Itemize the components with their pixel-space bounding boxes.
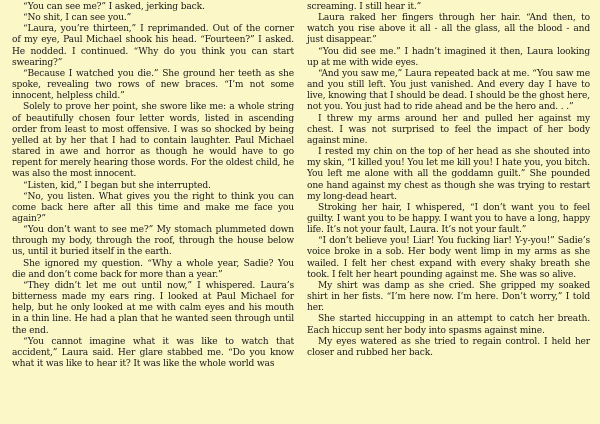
- paragraph: “Listen, kid,” I began but she interrupted.: [23, 180, 211, 191]
- right-page: [307, 2, 590, 359]
- paragraph: She ignored my question. “Why a whole year, Sadie? You die and don’t come back for more than a year.”: [12, 258, 294, 280]
- paragraph: “You don’t want to see me?” My stomach plummeted down through my body, through the roof, through the house below us, until it buried itself in the earth.: [12, 225, 294, 258]
- paragraph: “And you saw me,” Laura repeated back at me. “You saw me and you still left. You just vanished. And every day I have to live, knowing that I should be dead. I should be the ghost here, not you. You just had to ride ahead and be the hero and. . .”: [307, 68, 590, 113]
- paragraph: My shirt was damp as she cried. She gripped my soaked shirt in her fists. “I’m here now. I’m here. Don’t worry,” I told her.: [307, 280, 590, 314]
- paragraph: “They didn’t let me out until now,” I whispered. Laura’s bitterness made my ears ring. I looked at Paul Michael for help, but he only looked at me with calm eyes and his mouth in a thin line. He had a plan that he wanted seen through until the end.: [12, 280, 294, 336]
- paragraph-continuation: screaming. I still hear it.”: [307, 2, 422, 12]
- paragraph: Stroking her hair, I whispered, “I don’t want you to feel guilty. I want you to be happy. I want you to have a long, happy life. It’s not your fault, Laura. It’s not your fault.”: [307, 202, 590, 236]
- paragraph: “You cannot imagine what it was like to watch that accident,” Laura said. Her glare stabbed me. “Do you know what it was like to hear it? It was like the whole world was: [12, 336, 294, 369]
- paragraph: Solely to prove her point, she swore like me: a whole string of beautifully chosen four letter words, listed in ascending order from least to most offensive. I was so shocked by being yelled at by her that I had to contain laughter. Paul Michael stared in awe and horror as though he would have to go repent for merely hearing those words. For the oldest child, he was also the most innocent.: [12, 102, 294, 180]
- paragraph: “Laura, you’re thirteen,” I reprimanded. Out of the corner of my eye, Paul Michael shook his head. “Fourteen?” I asked. He nodded. I continued. “Why do you think you can start swearing?”: [12, 24, 294, 68]
- paragraph: “No, you listen. What gives you the right to think you can come back here after all this time and make me face you again?”: [12, 191, 294, 224]
- paragraph: She started hiccupping in an attempt to catch her breath. Each hiccup sent her body into spasms against mine.: [307, 314, 590, 336]
- paragraph: I threw my arms around her and pulled her against my chest. I was not surprised to feel the impact of her body against mine.: [307, 113, 590, 146]
- paragraph: My eyes watered as she tried to regain control. I held her closer and rubbed her back.: [307, 336, 590, 358]
- paragraph: I rested my chin on the top of her head as she shouted into my skin, “I killed you! You let me kill you! I hate you, you bitch. You left me alone with all the goddamn guilt.” She pounded one hand against my chest as though she was trying to restart my long-dead heart.: [307, 147, 590, 202]
- paragraph: “No shit, I can see you.”: [23, 13, 132, 24]
- paragraph: Laura raked her fingers through her hair. “And then, to watch you rise above it all - all the glass, all the blood - and just disappear.”: [307, 13, 590, 46]
- left-page: [12, 2, 294, 370]
- paragraph: “I don’t believe you! Liar! You fucking liar! Y-y-you!” Sadie’s voice broke in a sob. Her body went limp in my arms as she wailed. I felt her chest expand with every shaky breath she took. I felt her heart pounding against me. She was so alive.: [307, 236, 590, 280]
- paragraph: “You did see me.” I hadn’t imagined it then, Laura looking up at me with wide eyes.: [307, 46, 590, 68]
- paragraph: “You can see me?” I asked, jerking back.: [23, 2, 205, 12]
- paragraph: “Because I watched you die.” She ground her teeth as she spoke, revealing two rows of new braces. “I’m not some innocent, helpless child.”: [12, 68, 294, 102]
